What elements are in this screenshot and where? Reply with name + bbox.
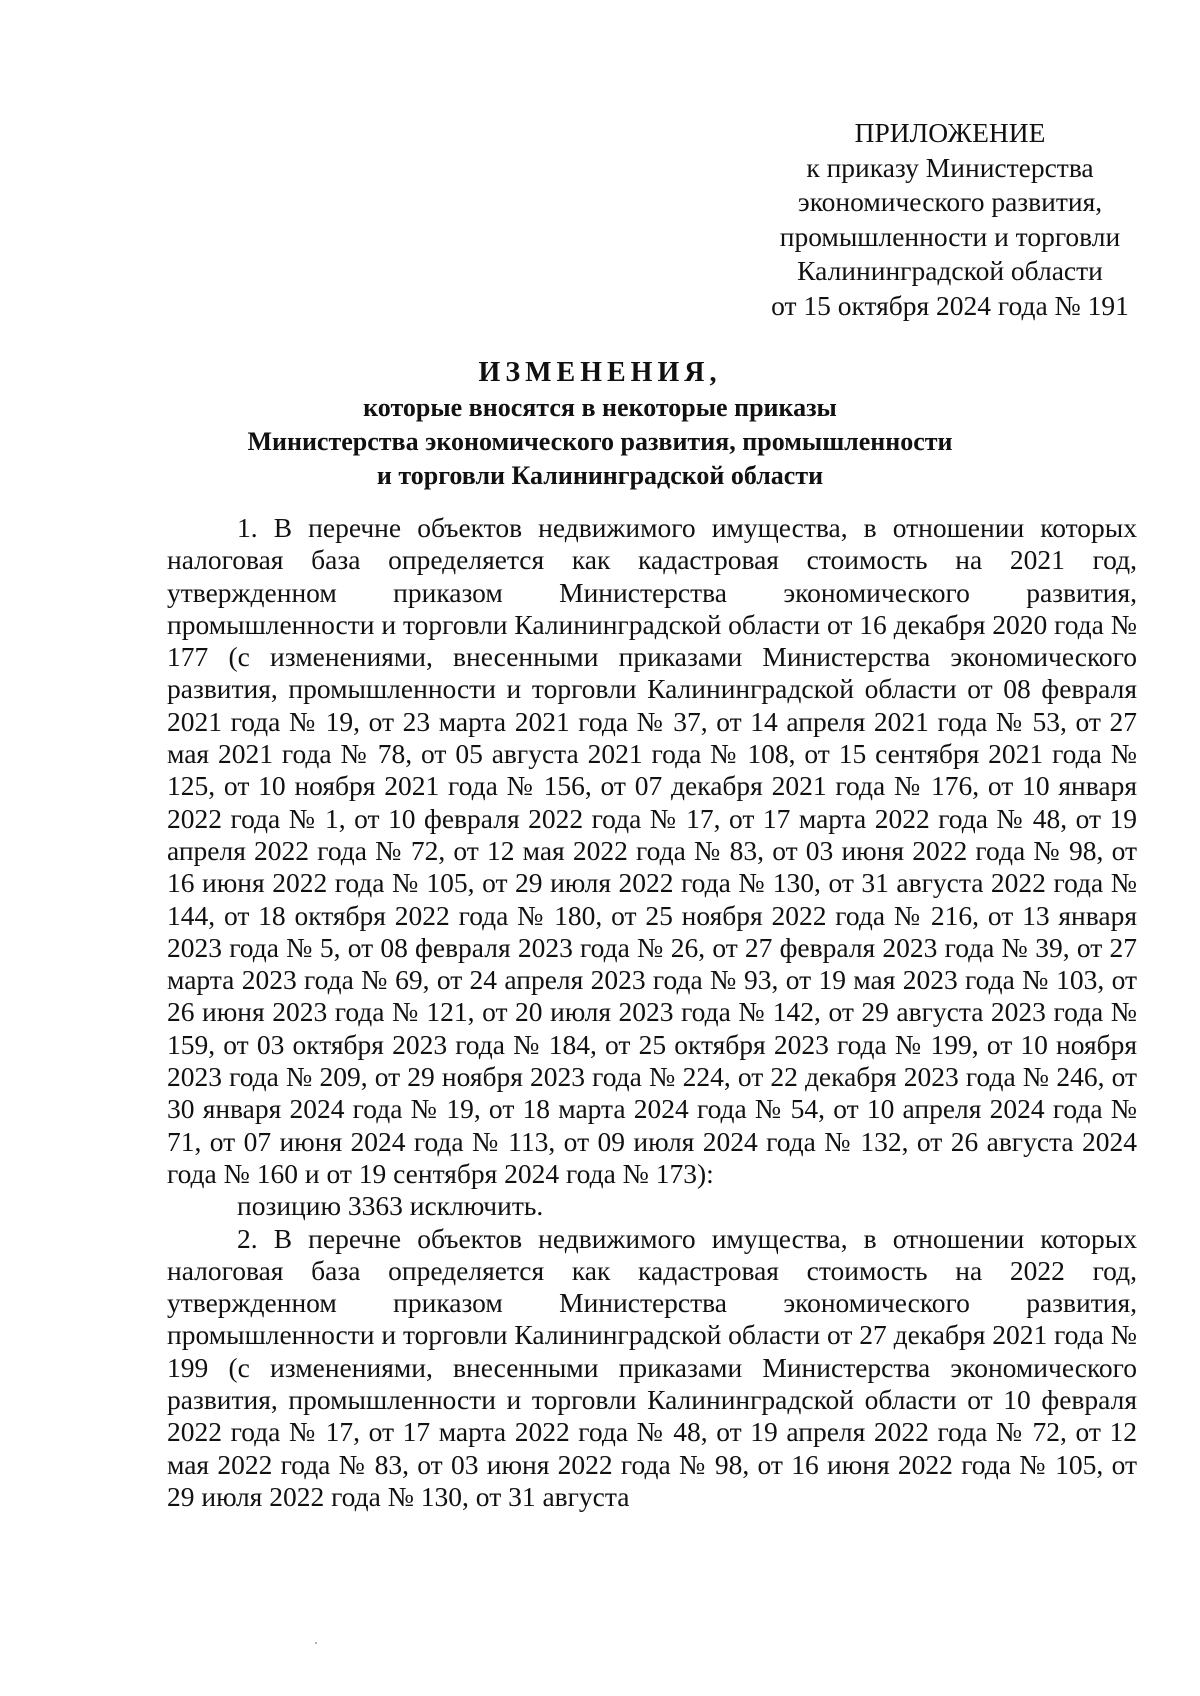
annex-header [770,116,1130,323]
annex-line: Калининградской области [797,255,1103,286]
annex-order-date: от 15 октября 2024 года № 191 [771,289,1129,321]
paragraph-item-1: 1. В перечне объектов недвижимого имущества, в отношении которых налоговая база определяется как кадастровая стоимость на 2021 год, утвержденном приказом Министерства экономического развития, промышленности и торговли Калининградской области от 16 декабря 2020 года № 177 (с изменениями, внесенными приказами Министерства экономического развития, промышленности и торговли Калининградской области от 08 февраля 2021 года № 19, от 23 марта 2021 года № 37, от 14 апреля 2021 года № 53, от 27 мая 2021 года № 78, от 05 августа 2021 года № 108, от 15 сентября 2021 года № 125, от 10 ноября 2021 года № 156, от 07 декабря 2021 года № 176, от 10 января 2022 года № 1, от 10 февраля 2022 года № 17, от 17 марта 2022 года № 48, от 19 апреля 2022 года № 72, от 12 мая 2022 года № 83, от 03 июня 2022 года № 98, от 16 июня 2022 года № 105, от 29 июля 2022 года № 130, от 31 августа 2022 года № 144, от 18 октября 2022 года № 180, от 25 ноября 2022 года № 216, от 13 января 2023 года № 5, от 08 февраля 2023 года № 26, от 27 февраля 2023 года № 39, от 27 марта 2023 года № 69, от 24 апреля 2023 года № 93, от 19 мая 2023 года № 103, от 26 июня 2023 года № 121, от 20 июля 2023 года № 142, от 29 августа 2023 года № 159, от 03 октября 2023 года № 184, от 25 октября 2023 года № 199, от 10 ноября 2023 года № 209, от 29 ноября 2023 года № 224, от 22 декабря 2023 года № 246, от 30 января 2024 года № 19, от 18 марта 2024 года № 54, от 10 апреля 2024 года № 71, от 07 июня 2024 года № 113, от 09 июля 2024 года № 132, от 26 августа 2024 года № 160 и от 19 сентября 2024 года № 173): [167,512,1137,1189]
document-subtitle [120,391,1080,493]
document-body [167,512,1137,1513]
paragraph-item-2: 2. В перечне объектов недвижимого имущества, в отношении которых налоговая база определяется как кадастровая стоимость на 2022 год, утвержденном приказом Министерства экономического развития, промышленности и торговли Калининградской области от 27 декабря 2021 года № 199 (с изменениями, внесенными приказами Министерства экономического развития, промышленности и торговли Калининградской области от 10 февраля 2022 года № 17, от 17 марта 2022 года № 48, от 19 апреля 2022 года № 72, от 12 мая 2022 года № 83, от 03 июня 2022 года № 98, от 16 июня 2022 года № 105, от 29 июля 2022 года № 130, от 31 августа [167,1222,1137,1512]
annex-line: экономического развития, [797,186,1103,217]
subtitle-line: Министерства экономического развития, промышленности [247,427,953,456]
annex-line: промышленности и торговли [779,220,1121,252]
scan-speck [315,1642,317,1644]
subtitle-line: и торговли Калининградской области [376,461,824,490]
subtitle-line: которые вносятся в некоторые приказы [363,393,837,422]
document-title-block [120,355,1080,493]
annex-line: к приказу Министерства [806,151,1094,183]
document-title: ИЗМЕНЕНИЯ, [478,357,722,388]
paragraph-item-1-action: позицию 3363 исключить. [237,1190,544,1222]
annex-title: ПРИЛОЖЕНИЕ [854,117,1046,148]
